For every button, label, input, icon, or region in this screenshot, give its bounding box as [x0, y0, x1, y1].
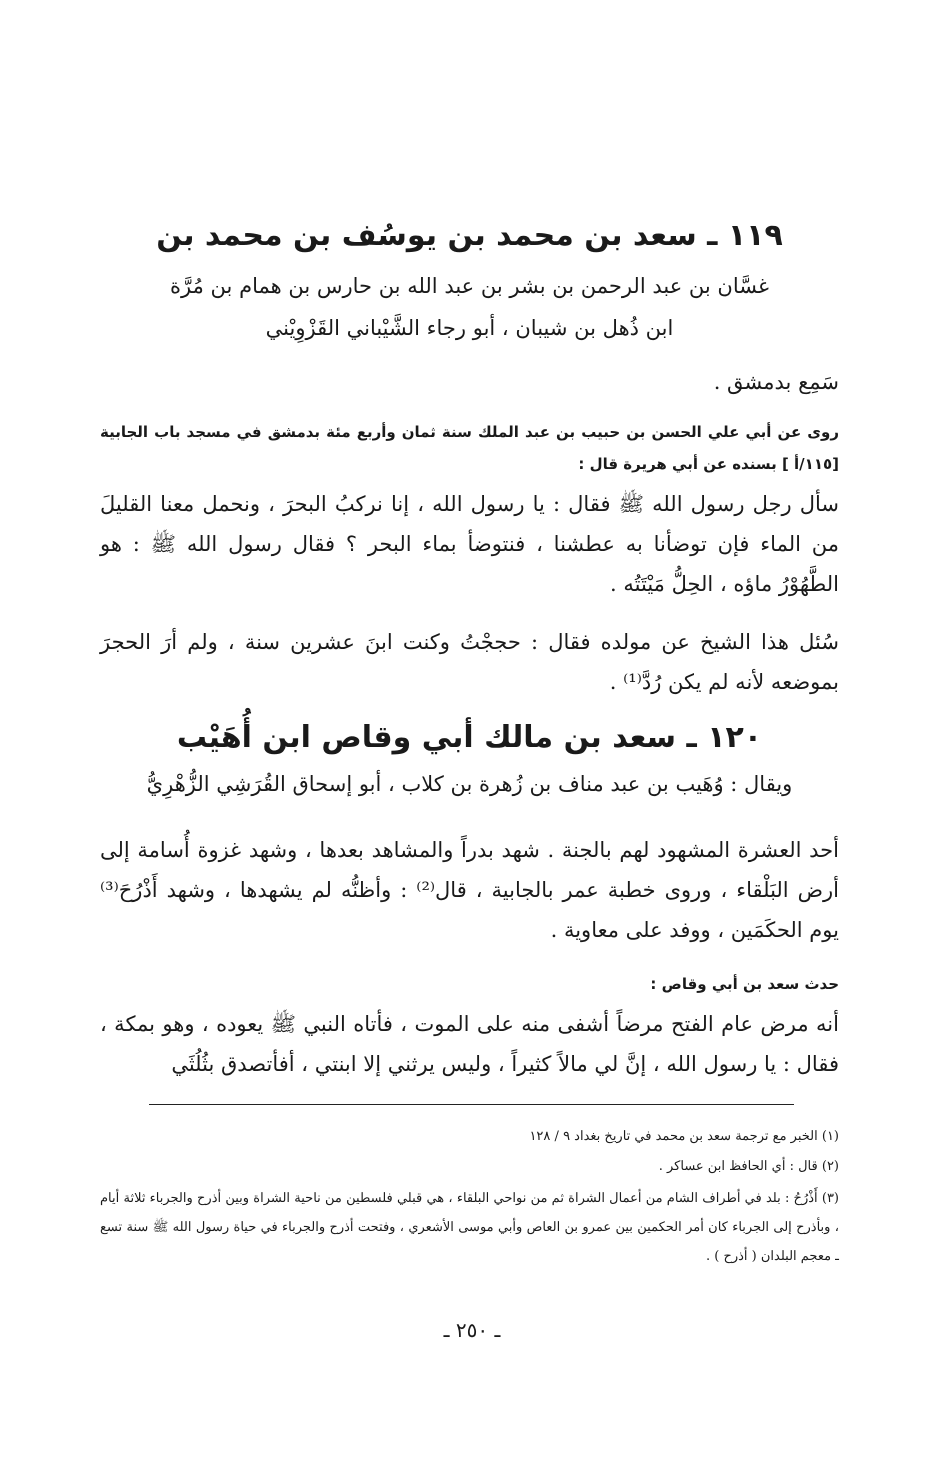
entry-120-title: ١٢٠ ـ سعد بن مالك أبي وقاص ابن أُهَيْب [176, 720, 763, 755]
footnote-separator [149, 1104, 794, 1105]
entry-119-lineage-line-2: ابن ذُهل بن شيبان ، أبو رجاء الشَّيْباني القَزْوِيْني [265, 316, 674, 340]
entry-119-isnad: روى عن أبي علي الحسن بن حبيب بن عبد الملك سنة ثمان وأربع مئة بدمشق في مسجد باب الجابية [١١٥/أ ] بسنده عن أبي هريرة قال : [100, 423, 839, 473]
page-number: ـ ٢٥٠ ـ [443, 1318, 501, 1342]
entry-120-narration-heading: حدث سعد بن أبي وقاص : [650, 975, 839, 993]
entry-120-biography: أحد العشرة المشهود لهم بالجنة . شهد بدراً والمشاهد بعدها ، وشهد غزوة أُسامة إلى أرض البَلْقاء ، وروى خطبة عمر بالجابية ، قال⁽²⁾ : وأظنُّه لم يشهدها ، وشهد أَذْرُحَ⁽³⁾ يوم الحكَمَين ، ووفد على معاوية . [100, 838, 839, 942]
entry-119-title: ١١٩ ـ سعد بن محمد بن يوسُف بن محمد بن [156, 218, 783, 253]
entry-119-heard: سَمِع بدمشق . [713, 370, 839, 394]
footnote-3: (٣) أَذْرُحُ : بلد في أطراف الشام من أعمال الشراة ثم من نواحي البلقاء ، هي قبلي فلسطين من ناحية الشراة وبين أذرح والجرباء ثلاثة أيام ، وبأذرح إلى الجرباء كان أمر الحكمين بين عمرو بن العاص وأبي موسى الأشعري ، وفتحت أذرح والجرباء في حياة رسول الله ﷺ سنة تسع ـ معجم البلدان ( أذرح ) . [100, 1191, 839, 1264]
entry-119-birth-note: سُئل هذا الشيخ عن مولده فقال : حججْتُ وكنت ابنَ عشرين سنة ، ولم أرَ الحجرَ بموضعه لأنه لم يكن رُدَّ⁽¹⁾ . [100, 630, 839, 694]
entry-120-lineage: ويقال : وُهَيب بن عبد مناف بن زُهرة بن كلاب ، أبو إسحاق القُرَشِي الزُّهْرِيُّ [146, 772, 793, 796]
entry-120-narration-body: أنه مرض عام الفتح مرضاً أشفى منه على الموت ، فأتاه النبي ﷺ يعوده ، وهو بمكة ، فقال : يا رسول الله ، إنَّ لي مالاً كثيراً ، وليس يرثني إلا ابنتي ، أفأتصدق بثُلُثَي [100, 1012, 839, 1076]
entry-119-hadith: سأل رجل رسول الله ﷺ فقال : يا رسول الله ، إنا نركبُ البحرَ ، ونحمل معنا القليلَ من الماء فإن توضأنا به عطشنا ، فنتوضأ بماء البحر ؟ فقال رسول الله ﷺ : هو الطَّهُوْرُ ماؤه ، الحِلُّ مَيْتَتُه . [100, 492, 839, 596]
footnote-2: (٢) قال : أي الحافظ ابن عساكر . [658, 1159, 839, 1174]
entry-119-lineage-line-1: غسَّان بن عبد الرحمن بن بشر بن عبد الله بن حارس بن همام بن مُرَّة [170, 274, 769, 298]
footnote-1: (١) الخبر مع ترجمة سعد بن محمد في تاريخ بغداد ٩ / ١٢٨ [529, 1129, 839, 1144]
